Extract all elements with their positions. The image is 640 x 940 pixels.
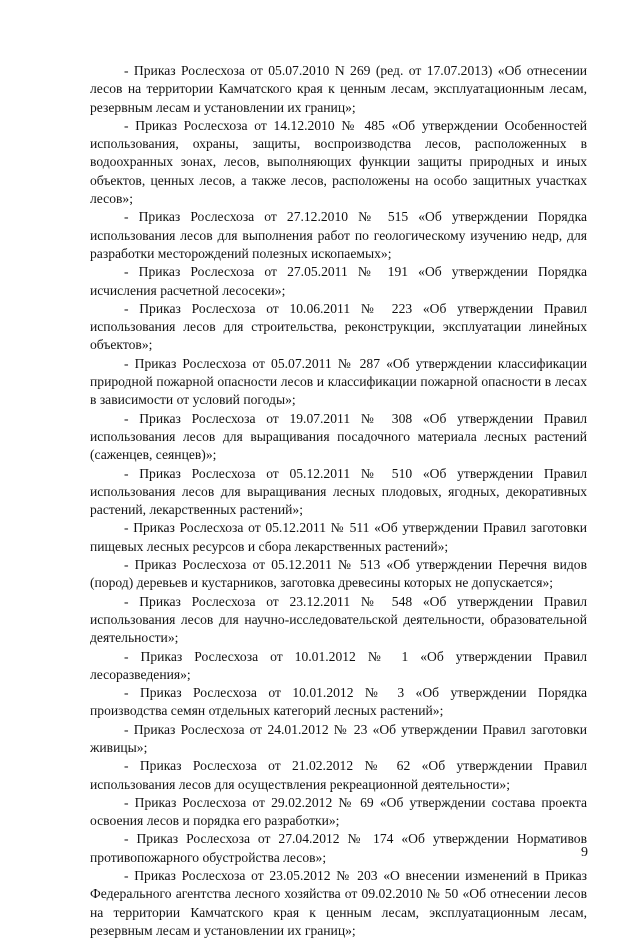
order-item-5: - Приказ Рослесхоза от 10.06.2011 № 223 «Об утверждении Правил использования лесов для строительства, реконструкции, эксплуатации линейных объектов»;: [90, 300, 587, 353]
order-item-18: - Приказ Рослесхоза от 23.05.2012 № 203 «О внесении изменений в Приказ Федерального агентства лесного хозяйства от 09.02.2010 № 50 «Об отнесении лесов на территории Камчатского края к ценным лесам, эксплуатационным лесам, резервным лесам и установлении их границ»;: [90, 868, 587, 938]
order-item-16: - Приказ Рослесхоза от 29.02.2012 № 69 «Об утверждении состава проекта освоения лесов и порядка его разработки»;: [90, 794, 587, 829]
order-item-14: - Приказ Рослесхоза от 24.01.2012 № 23 «Об утверждении Правил заготовки живицы»;: [90, 721, 587, 755]
order-item-7: - Приказ Рослесхоза от 19.07.2011 № 308 «Об утверждении Правил использования лесов для выращивания посадочного материала лесных растений (саженцев, сеянцев)»;: [90, 410, 587, 463]
order-item-2: - Приказ Рослесхоза от 14.12.2010 № 485 «Об утверждении Особенностей использования, охраны, защиты, воспроизводства лесов, расположенных в водоохранных зонах, лесов, выполняющих функции защиты природных и иных объектов, ценных лесов, а также лесов, расположены на особо защитных участках лесов»;: [90, 117, 587, 207]
order-item-15: - Приказ Рослесхоза от 21.02.2012 № 62 «Об утверждении Правил использования лесов для осуществления рекреационной деятельности»;: [90, 758, 587, 792]
order-item-3: - Приказ Рослесхоза от 27.12.2010 № 515 «Об утверждении Порядка использования лесов для выполнения работ по геологическому изучению недр, для разработки месторождений полезных ископаемых»;: [90, 209, 587, 261]
order-item-8: - Приказ Рослесхоза от 05.12.2011 № 510 «Об утверждении Правил использования лесов для выращивания лесных плодовых, ягодных, декоративных растений, лекарственных растений»;: [90, 465, 587, 518]
page-number: 9: [581, 845, 588, 860]
order-item-6: - Приказ Рослесхоза от 05.07.2011 № 287 «Об утверждении классификации природной пожарной опасности лесов и классификации пожарной опасности в лесах в зависимости от условий погоды»;: [90, 355, 587, 408]
order-item-4: - Приказ Рослесхоза от 27.05.2011 № 191 «Об утверждении Порядка исчисления расчетной лесосеки»;: [90, 264, 587, 298]
order-item-17: - Приказ Рослесхоза от 27.04.2012 № 174 «Об утверждении Нормативов противопожарного обустройства лесов»;: [90, 831, 587, 865]
order-item-12: - Приказ Рослесхоза от 10.01.2012 № 1 «Об утверждении Правил лесоразведения»;: [90, 648, 587, 682]
order-item-10: - Приказ Рослесхоза от 05.12.2011 № 513 «Об утверждении Перечня видов (пород) деревьев и кустарников, заготовка древесины которых не допускается»;: [90, 557, 587, 591]
order-item-1: - Приказ Рослесхоза от 05.07.2010 N 269 (ред. от 17.07.2013) «Об отнесении лесов на территории Камчатского края к ценным лесам, эксплуатационным лесам, резервным лесам и установлении их границ»;: [90, 63, 587, 115]
order-item-13: - Приказ Рослесхоза от 10.01.2012 № 3 «Об утверждении Порядка производства семян отдельных категорий лесных растений»;: [90, 685, 587, 719]
document-body: [90, 62, 587, 940]
order-item-11: - Приказ Рослесхоза от 23.12.2011 № 548 «Об утверждении Правил использования лесов для научно-исследовательской деятельности, образовательной деятельности»;: [90, 593, 587, 646]
order-item-9: - Приказ Рослесхоза от 05.12.2011 № 511 «Об утверждении Правил заготовки пищевых лесных ресурсов и сбора лекарственных растений»;: [90, 520, 587, 554]
